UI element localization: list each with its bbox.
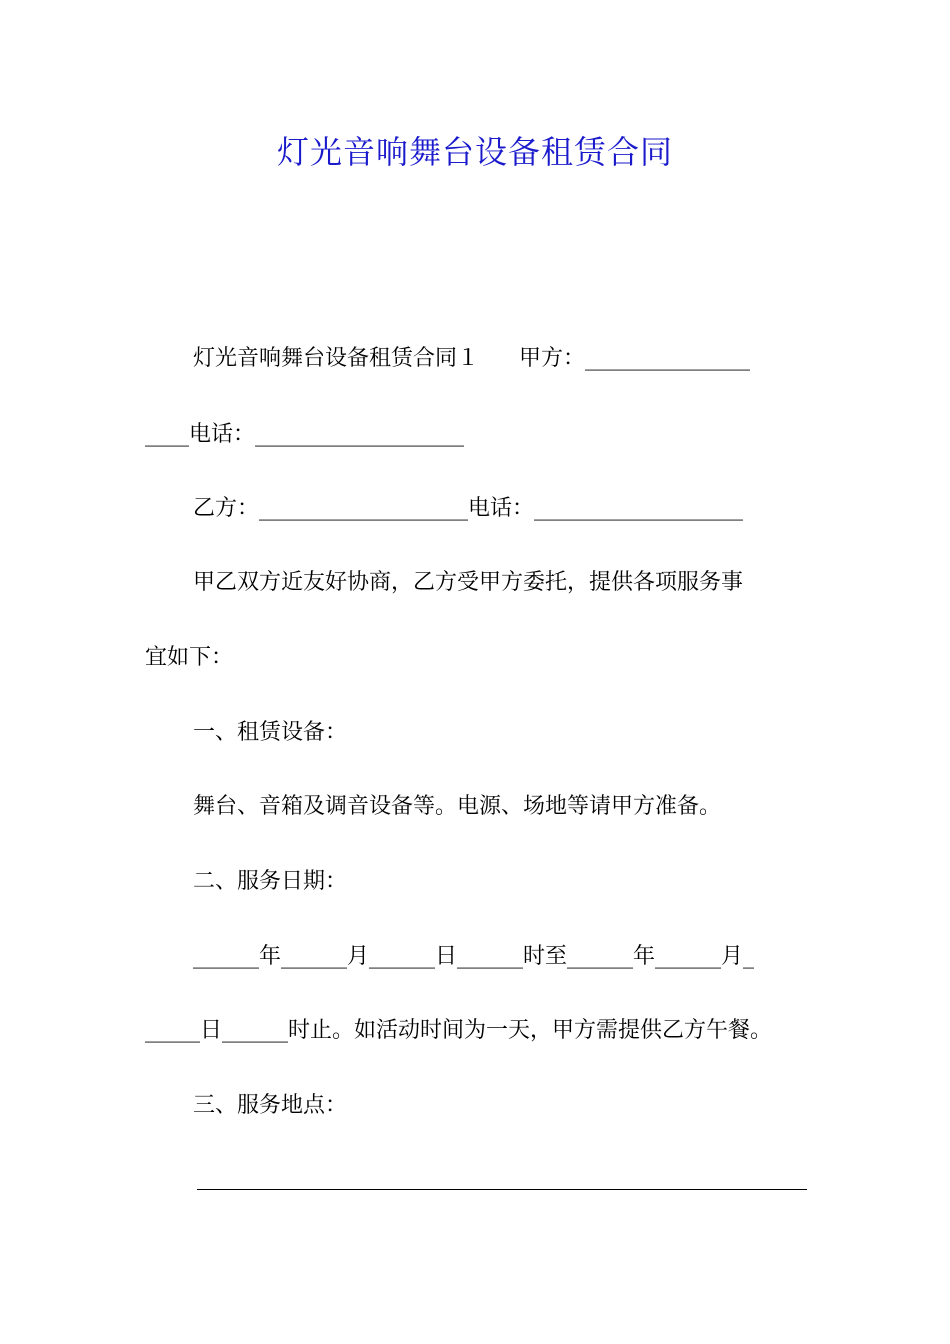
party-a-field: 甲方：_______________ xyxy=(519,346,751,371)
section-3-heading: 三、服务地点： xyxy=(193,1093,348,1118)
document-title: 灯光音响舞台设备租赁合同 xyxy=(276,133,673,171)
contract-line-2: ____电话：___________________ xyxy=(145,422,465,447)
section-1-heading: 一、租赁设备： xyxy=(193,720,348,745)
contract-line-3: 乙方：___________________电话：___________________ xyxy=(193,496,744,521)
section-2-date-line-1: ______年______月______日______时至______年______月_ xyxy=(193,944,755,969)
service-location-blank xyxy=(197,1189,807,1190)
contract-line-5: 宜如下： xyxy=(145,645,234,670)
contract-line-4: 甲乙双方近友好协商，乙方受甲方委托，提供各项服务事 xyxy=(193,570,744,595)
section-1-body: 舞台、音箱及调音设备等。电源、场地等请甲方准备。 xyxy=(193,794,722,819)
section-2-heading: 二、服务日期： xyxy=(193,869,348,894)
contract-line-1 xyxy=(193,344,750,374)
section-2-date-line-2: _____日______时止。如活动时间为一天，甲方需提供乙方午餐。 xyxy=(145,1018,773,1043)
contract-subtitle: 灯光音响舞台设备租赁合同１ xyxy=(193,346,480,371)
